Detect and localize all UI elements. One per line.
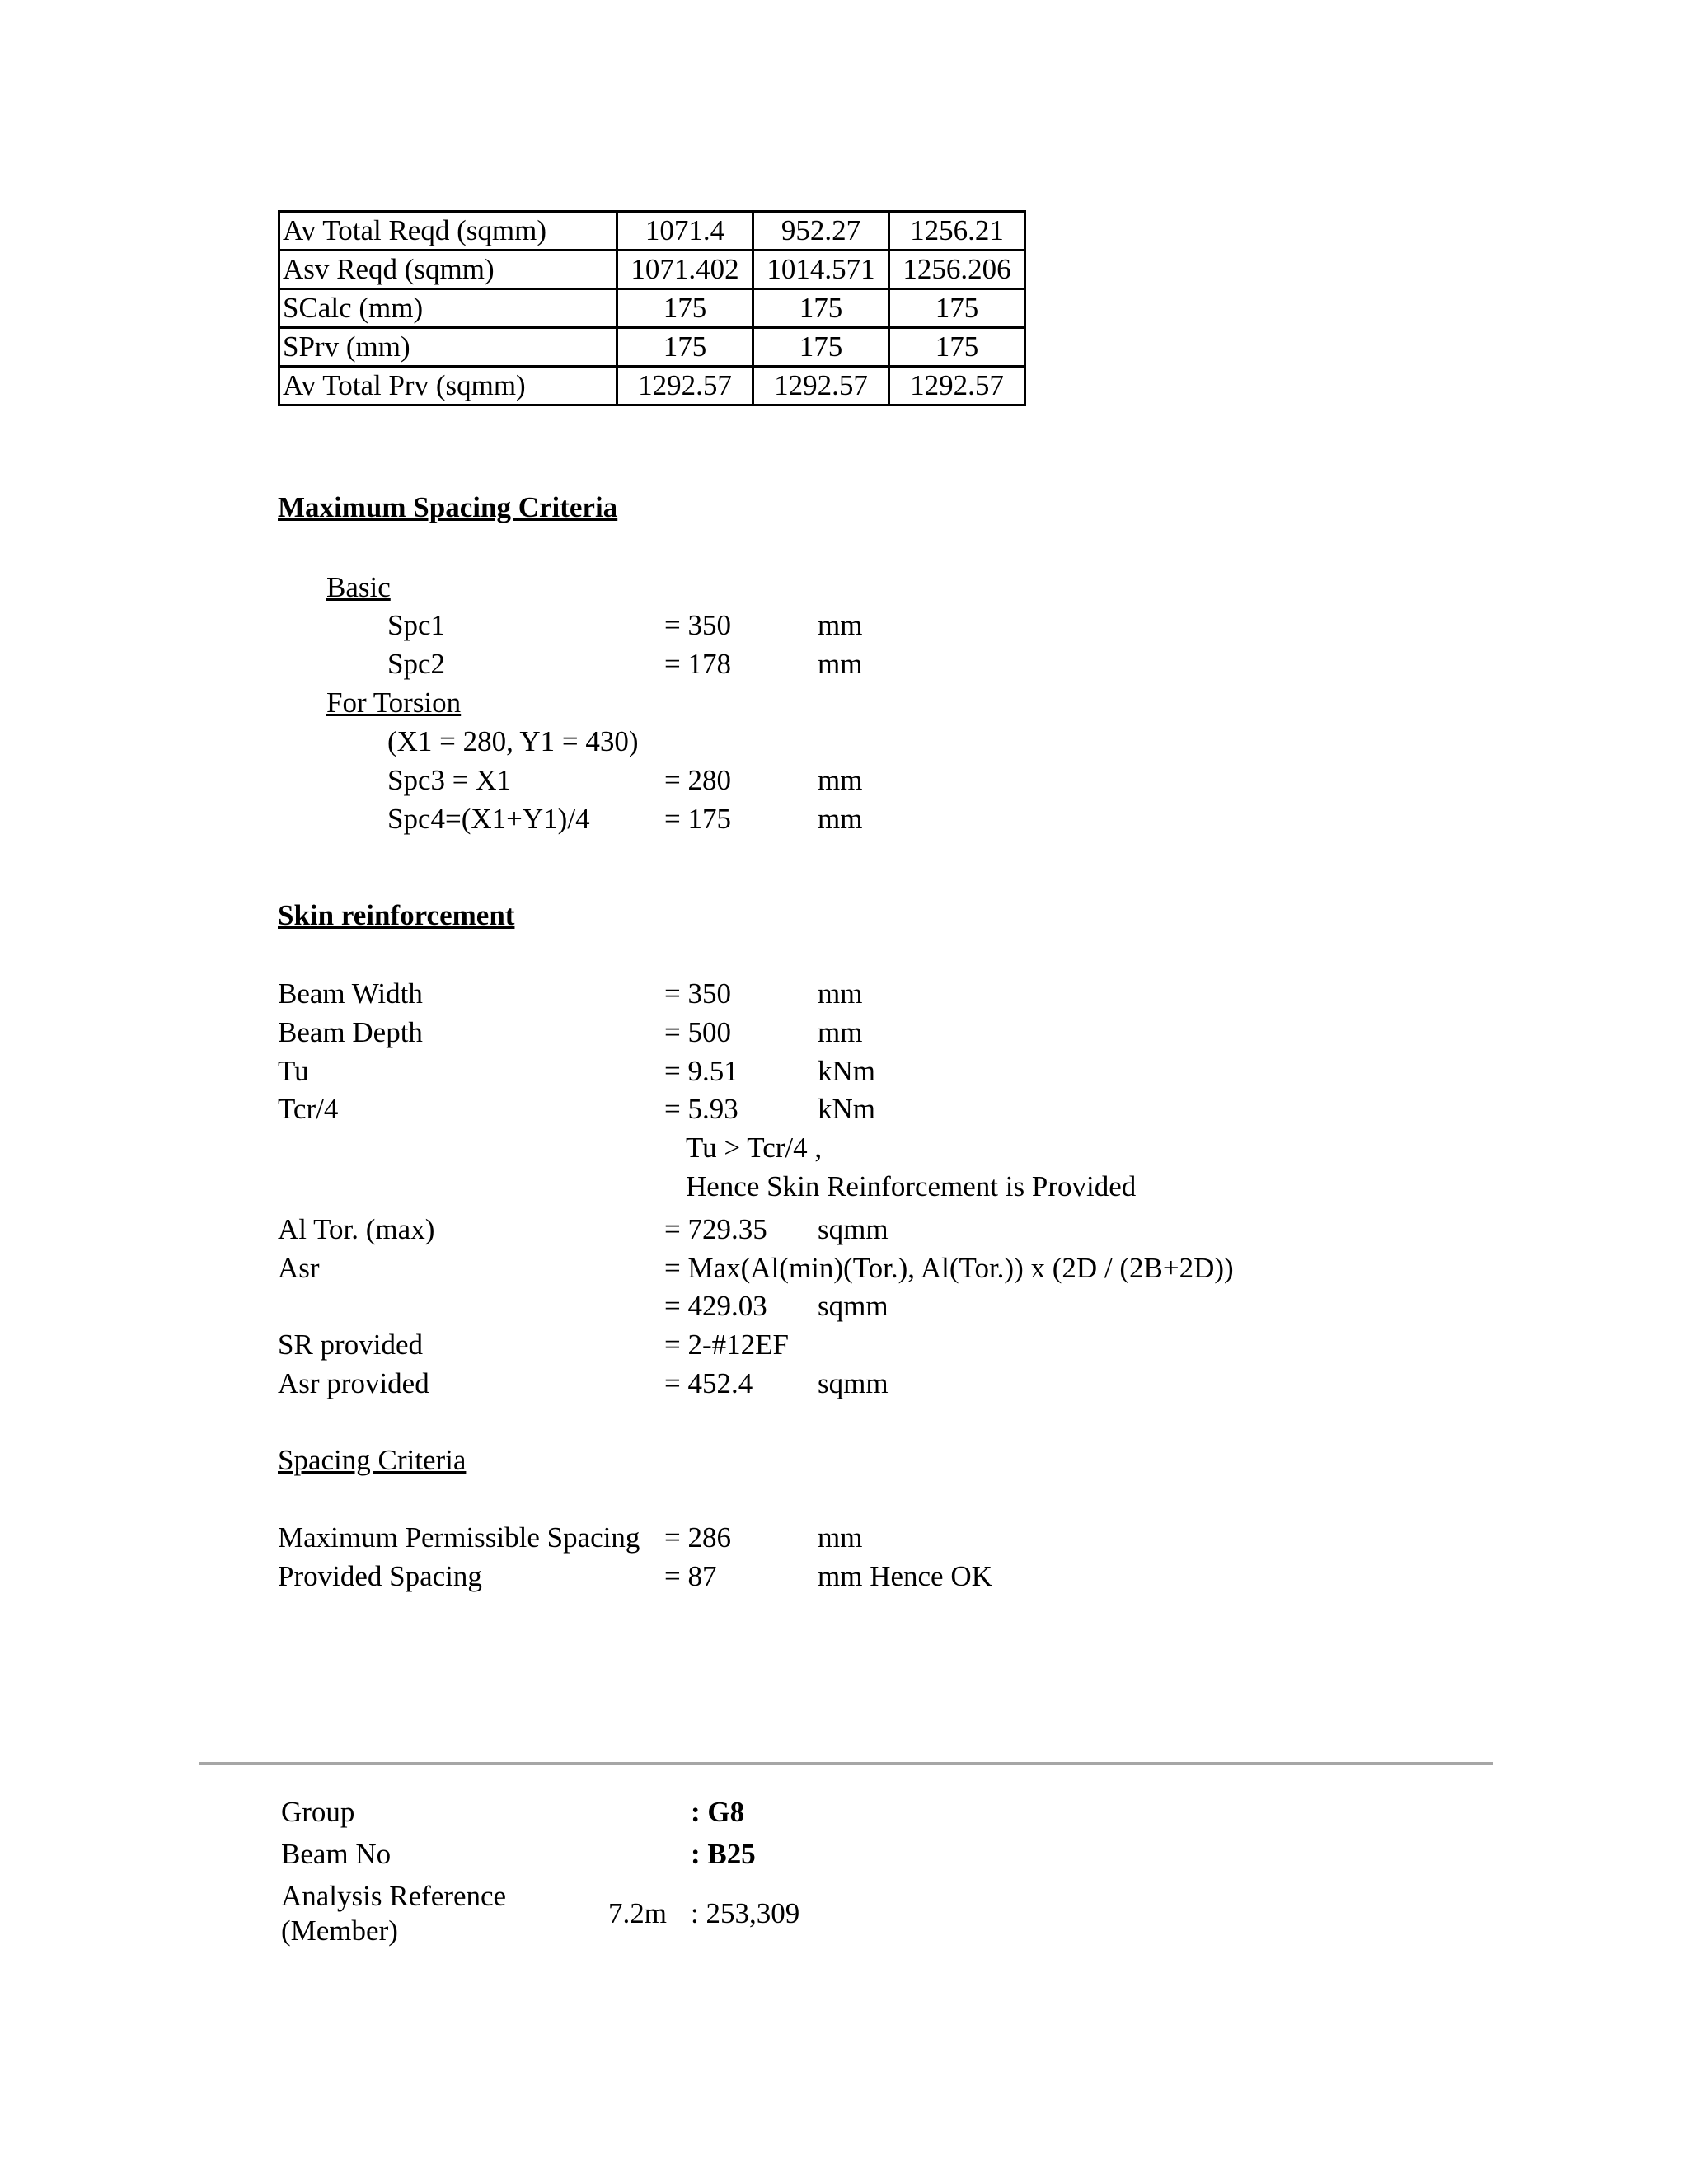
spc3-label: Spc3 = X1 [387, 764, 512, 796]
provided-spacing-label: Provided Spacing [278, 1560, 482, 1592]
tcr4-unit: kNm [818, 1093, 875, 1125]
spc4-value: = 175 [664, 803, 731, 835]
table-row [279, 289, 1025, 328]
table-cell: 1292.57 [753, 367, 889, 405]
asr-label: Asr [278, 1252, 320, 1284]
al-tor-value: = 729.35 [664, 1213, 767, 1245]
provided-spacing-unit: mm Hence OK [818, 1560, 992, 1592]
al-tor-unit: sqmm [818, 1213, 889, 1245]
spacing-heading: Spacing Criteria [278, 1444, 467, 1476]
table-row [279, 212, 1025, 251]
max-perm-value: = 286 [664, 1521, 731, 1554]
tcr4-label: Tcr/4 [278, 1093, 339, 1125]
table-cell: 1071.4 [617, 212, 753, 251]
analysis-length: 7.2m [608, 1897, 667, 1929]
analysis-label-line1: Analysis Reference [281, 1880, 507, 1912]
table-cell: 175 [617, 289, 753, 328]
check-line-1: Tu > Tcr/4 , [686, 1132, 823, 1164]
asr-provided-value: = 452.4 [664, 1367, 753, 1399]
spc4-unit: mm [818, 803, 863, 835]
summary-table [278, 210, 1026, 406]
asr-value: = 429.03 [664, 1290, 767, 1322]
spc4-label: Spc4=(X1+Y1)/4 [387, 803, 590, 835]
max-perm-label: Maximum Permissible Spacing [278, 1521, 640, 1554]
table-row [279, 328, 1025, 367]
beam-no-label: Beam No [281, 1838, 392, 1870]
torsion-label: For Torsion [326, 687, 462, 719]
tu-label: Tu [278, 1055, 309, 1087]
asr-formula: = Max(Al(min)(Tor.), Al(Tor.)) x (2D / (2B+2D)) [664, 1252, 1234, 1284]
beam-width-label: Beam Width [278, 977, 423, 1010]
spc3-value: = 280 [664, 764, 731, 796]
provided-spacing-value: = 87 [664, 1560, 717, 1592]
basic-label: Basic [326, 571, 391, 603]
analysis-value: : 253,309 [691, 1897, 800, 1929]
row-label: Asv Reqd (sqmm) [279, 251, 617, 289]
table-cell: 175 [889, 328, 1025, 367]
sr-provided-value: = 2-#12EF [664, 1329, 789, 1361]
table-cell: 175 [753, 328, 889, 367]
table-cell: 1292.57 [617, 367, 753, 405]
spc1-value: = 350 [664, 609, 731, 641]
row-label: SCalc (mm) [279, 289, 617, 328]
torsion-dims: (X1 = 280, Y1 = 430) [387, 725, 639, 757]
row-label: SPrv (mm) [279, 328, 617, 367]
asr-provided-label: Asr provided [278, 1367, 429, 1399]
spc2-label: Spc2 [387, 648, 445, 680]
table-cell: 175 [889, 289, 1025, 328]
spc1-label: Spc1 [387, 609, 445, 641]
table-cell: 1014.571 [753, 251, 889, 289]
table-row [279, 367, 1025, 405]
spc2-unit: mm [818, 648, 863, 680]
table-row [279, 251, 1025, 289]
check-line-2: Hence Skin Reinforcement is Provided [686, 1170, 1137, 1202]
table-cell: 175 [753, 289, 889, 328]
group-label: Group [281, 1796, 355, 1828]
table-cell: 1292.57 [889, 367, 1025, 405]
spc1-unit: mm [818, 609, 863, 641]
max-spacing-heading: Maximum Spacing Criteria [278, 491, 618, 523]
beam-width-value: = 350 [664, 977, 731, 1010]
sr-provided-label: SR provided [278, 1329, 423, 1361]
table-cell: 175 [617, 328, 753, 367]
asr-unit: sqmm [818, 1290, 889, 1322]
beam-depth-value: = 500 [664, 1016, 731, 1048]
spc3-unit: mm [818, 764, 863, 796]
table-cell: 952.27 [753, 212, 889, 251]
max-perm-unit: mm [818, 1521, 863, 1554]
table-cell: 1256.206 [889, 251, 1025, 289]
table-cell: 1071.402 [617, 251, 753, 289]
tu-value: = 9.51 [664, 1055, 738, 1087]
spc2-value: = 178 [664, 648, 731, 680]
group-value: : G8 [691, 1796, 745, 1828]
table-cell: 1256.21 [889, 212, 1025, 251]
al-tor-label: Al Tor. (max) [278, 1213, 435, 1245]
row-label: Av Total Prv (sqmm) [279, 367, 617, 405]
footer-divider [199, 1762, 1493, 1765]
asr-provided-unit: sqmm [818, 1367, 889, 1399]
beam-no-value: : B25 [691, 1838, 756, 1870]
beam-depth-unit: mm [818, 1016, 863, 1048]
beam-width-unit: mm [818, 977, 863, 1010]
beam-depth-label: Beam Depth [278, 1016, 423, 1048]
tcr4-value: = 5.93 [664, 1093, 738, 1125]
analysis-label-line2: (Member) [281, 1915, 398, 1947]
skin-heading: Skin reinforcement [278, 899, 515, 931]
tu-unit: kNm [818, 1055, 875, 1087]
row-label: Av Total Reqd (sqmm) [279, 212, 617, 251]
